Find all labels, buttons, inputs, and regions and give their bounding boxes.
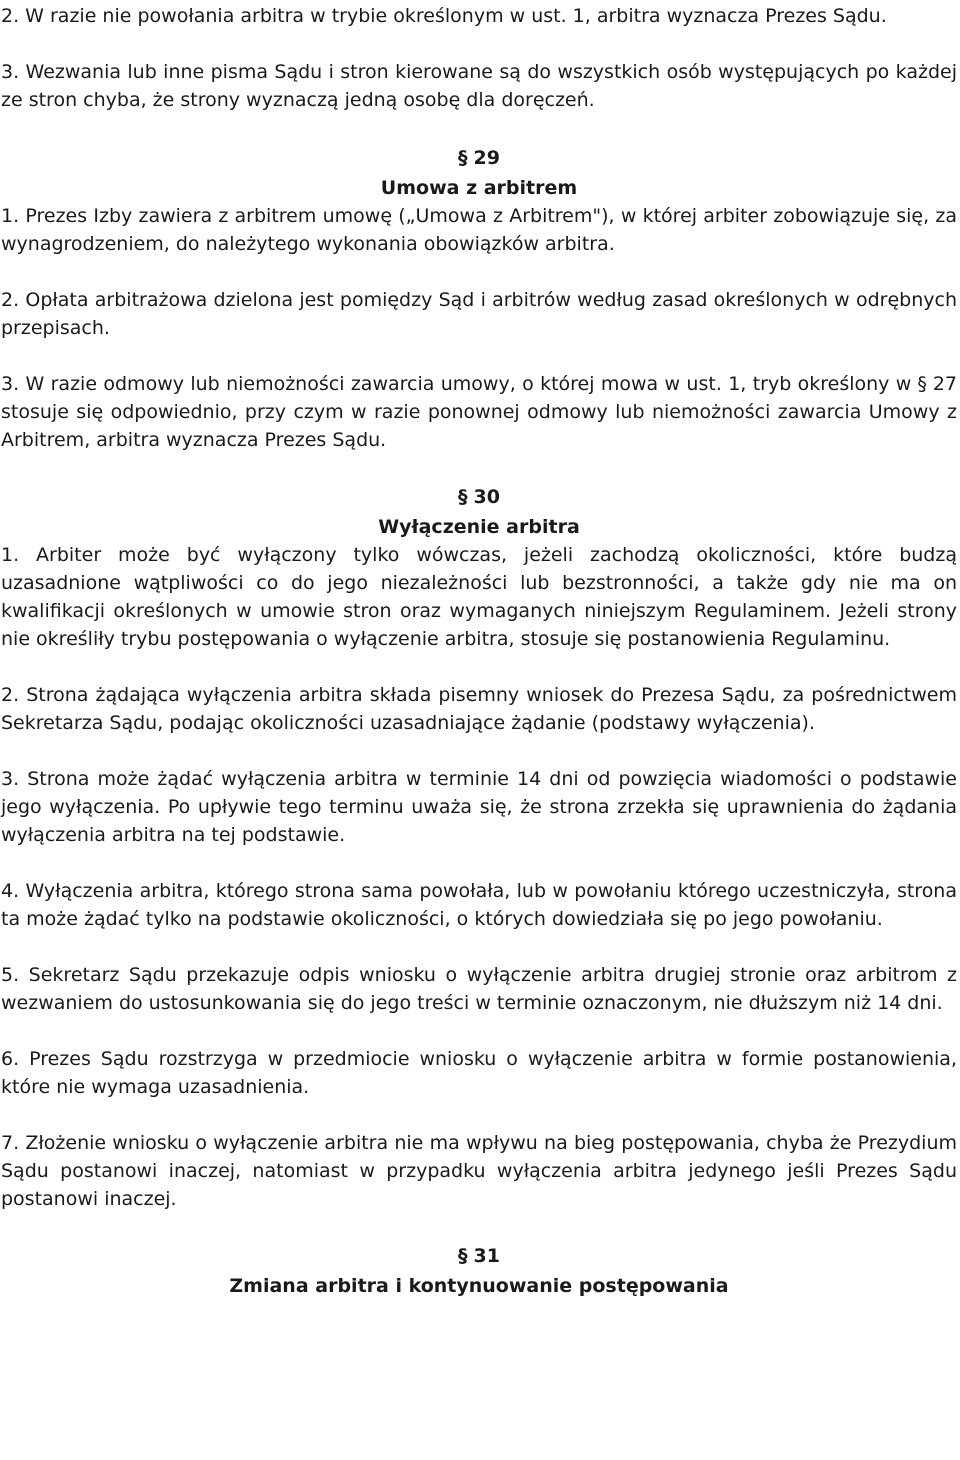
s29-paragraph-2: 2. Opłata arbitrażowa dzielona jest pomiędzy Sąd i arbitrów według zasad określonych w odrębnych przepisach.: [1, 289, 957, 339]
s30-paragraph-6: 6. Prezes Sądu rozstrzyga w przedmiocie wniosku o wyłączenie arbitra w formie postanowienia, które nie wymaga uzasadnienia.: [1, 1048, 957, 1098]
section-symbol: §: [458, 147, 468, 169]
s29-p3-section-symbol: §: [917, 373, 927, 395]
paragraph-top-3: 3. Wezwania lub inne pisma Sądu i stron kierowane są do wszystkich osób występujących po każdej ze stron chyba, że strony wyznaczą jedną osobę dla doręczeń.: [1, 61, 957, 111]
section-title: Umowa z arbitrem: [380, 177, 578, 199]
s30-paragraph-3: 3. Strona może żądać wyłączenia arbitra w terminie 14 dni od powzięcia wiadomości o podstawie jego wyłączenia. Po upływie tego terminu uważa się, że strona zrzekła się uprawnienia do żądania wyłączenia arbitra na tej podstawie.: [1, 768, 957, 846]
section-number: 30: [473, 486, 500, 508]
section-31-heading: [1, 1241, 957, 1301]
paragraph-top-2: 2. W razie nie powołania arbitra w trybie określonym w ust. 1, arbitra wyznacza Prezes Sądu.: [1, 5, 887, 27]
s30-paragraph-5: 5. Sekretarz Sądu przekazuje odpis wniosku o wyłączenie arbitra drugiej stronie oraz arbitrom z wezwaniem do ustosunkowania się do jego treści w terminie oznaczonym, nie dłuższym niż 14 dni.: [1, 964, 957, 1014]
s29-paragraph-1: 1. Prezes Izby zawiera z arbitrem umowę („Umowa z Arbitrem"), w której arbiter zobowiązuje się, za wynagrodzeniem, do należytego wykonania obowiązków arbitra.: [1, 205, 957, 255]
section-title: Wyłączenie arbitra: [378, 516, 580, 538]
section-number: 29: [473, 147, 500, 169]
s30-paragraph-7: 7. Złożenie wniosku o wyłączenie arbitra nie ma wpływu na bieg postępowania, chyba że Prezydium Sądu postanowi inaczej, natomiast w przypadku wyłączenia arbitra jedynego jeśli Prezes Sądu postanowi inaczej.: [1, 1132, 957, 1210]
s30-paragraph-2: 2. Strona żądająca wyłączenia arbitra składa pisemny wniosek do Prezesa Sądu, za pośrednictwem Sekretarza Sądu, podając okoliczności uzasadniające żądanie (podstawy wyłączenia).: [1, 684, 957, 734]
section-29-heading: [1, 143, 957, 203]
section-number: 31: [473, 1245, 500, 1267]
section-symbol: §: [458, 486, 468, 508]
s29-p3-before: 3. W razie odmowy lub niemożności zawarcia umowy, o której mowa w ust. 1, tryb określony w: [1, 373, 912, 395]
s30-paragraph-1: 1. Arbiter może być wyłączony tylko wówczas, jeżeli zachodzą okoliczności, które budzą uzasadnione wątpliwości co do jego niezależności lub bezstronności, a także gdy nie ma on kwalifikacji określonych w umowie stron oraz wymaganych niniejszym Regulaminem. Jeżeli strony nie określiły trybu postępowania o wyłączenie arbitra, stosuje się postanowienia Regulaminu.: [1, 544, 957, 650]
s29-paragraph-3: [1, 370, 957, 454]
section-symbol: §: [458, 1245, 468, 1267]
s30-paragraph-4: 4. Wyłączenia arbitra, którego strona sama powołała, lub w powołaniu którego uczestniczyła, strona ta może żądać tylko na podstawie okoliczności, o których dowiedziała się po jego powołaniu.: [1, 880, 957, 930]
section-30-heading: [1, 482, 957, 542]
s29-p3-after: 27 stosuje się odpowiednio, przy czym w razie ponownej odmowy lub niemożności zawarcia Umowy z Arbitrem, arbitra wyznacza Prezes Sądu.: [1, 373, 957, 451]
section-title: Zmiana arbitra i kontynuowanie postępowania: [229, 1275, 729, 1297]
document-page: [0, 2, 959, 1460]
